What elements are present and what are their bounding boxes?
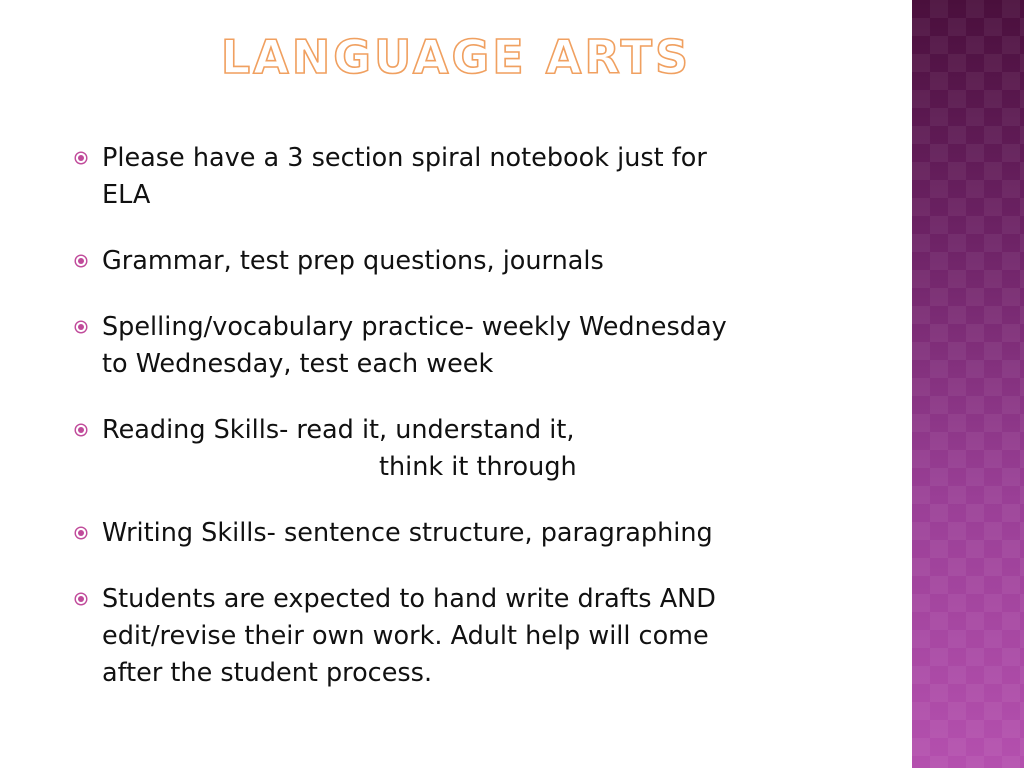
bullet-line: Students are expected to hand write drafts AND [102,584,716,614]
slide-title: LANGUAGE ARTS [220,30,692,84]
circle-dot-icon [74,412,102,448]
circle-dot-icon [74,309,102,345]
bullet-item [74,515,874,552]
bullet-line: after the student process. [102,658,433,688]
circle-dot-icon [74,581,102,617]
bullet-line: Writing Skills- sentence structure, paragraphing [102,518,713,548]
bullet-line: edit/revise their own work. Adult help will come [102,621,709,651]
bullet-text [102,515,713,552]
bullet-line: to Wednesday, test each week [102,349,494,379]
bullet-line: Reading Skills- read it, understand it, [102,415,575,445]
bullet-text [102,412,577,486]
bullet-text [102,309,727,383]
side-panel [912,0,1024,768]
circle-dot-icon [74,140,102,176]
bullet-line: ELA [102,180,151,210]
bullet-text [102,140,707,214]
bullet-list [74,140,874,721]
bullet-line: Grammar, test prep questions, journals [102,246,604,276]
circle-dot-icon [74,515,102,551]
bullet-item [74,243,874,280]
bullet-item [74,309,874,383]
bullet-line: Spelling/vocabulary practice- weekly Wednesday [102,312,727,342]
bullet-item [74,140,874,214]
bullet-item [74,412,874,486]
bullet-line: think it through [379,452,577,482]
bullet-text [102,243,604,280]
bullet-text [102,581,716,692]
circle-dot-icon [74,243,102,279]
bullet-line: Please have a 3 section spiral notebook just for [102,143,707,173]
bullet-item [74,581,874,692]
